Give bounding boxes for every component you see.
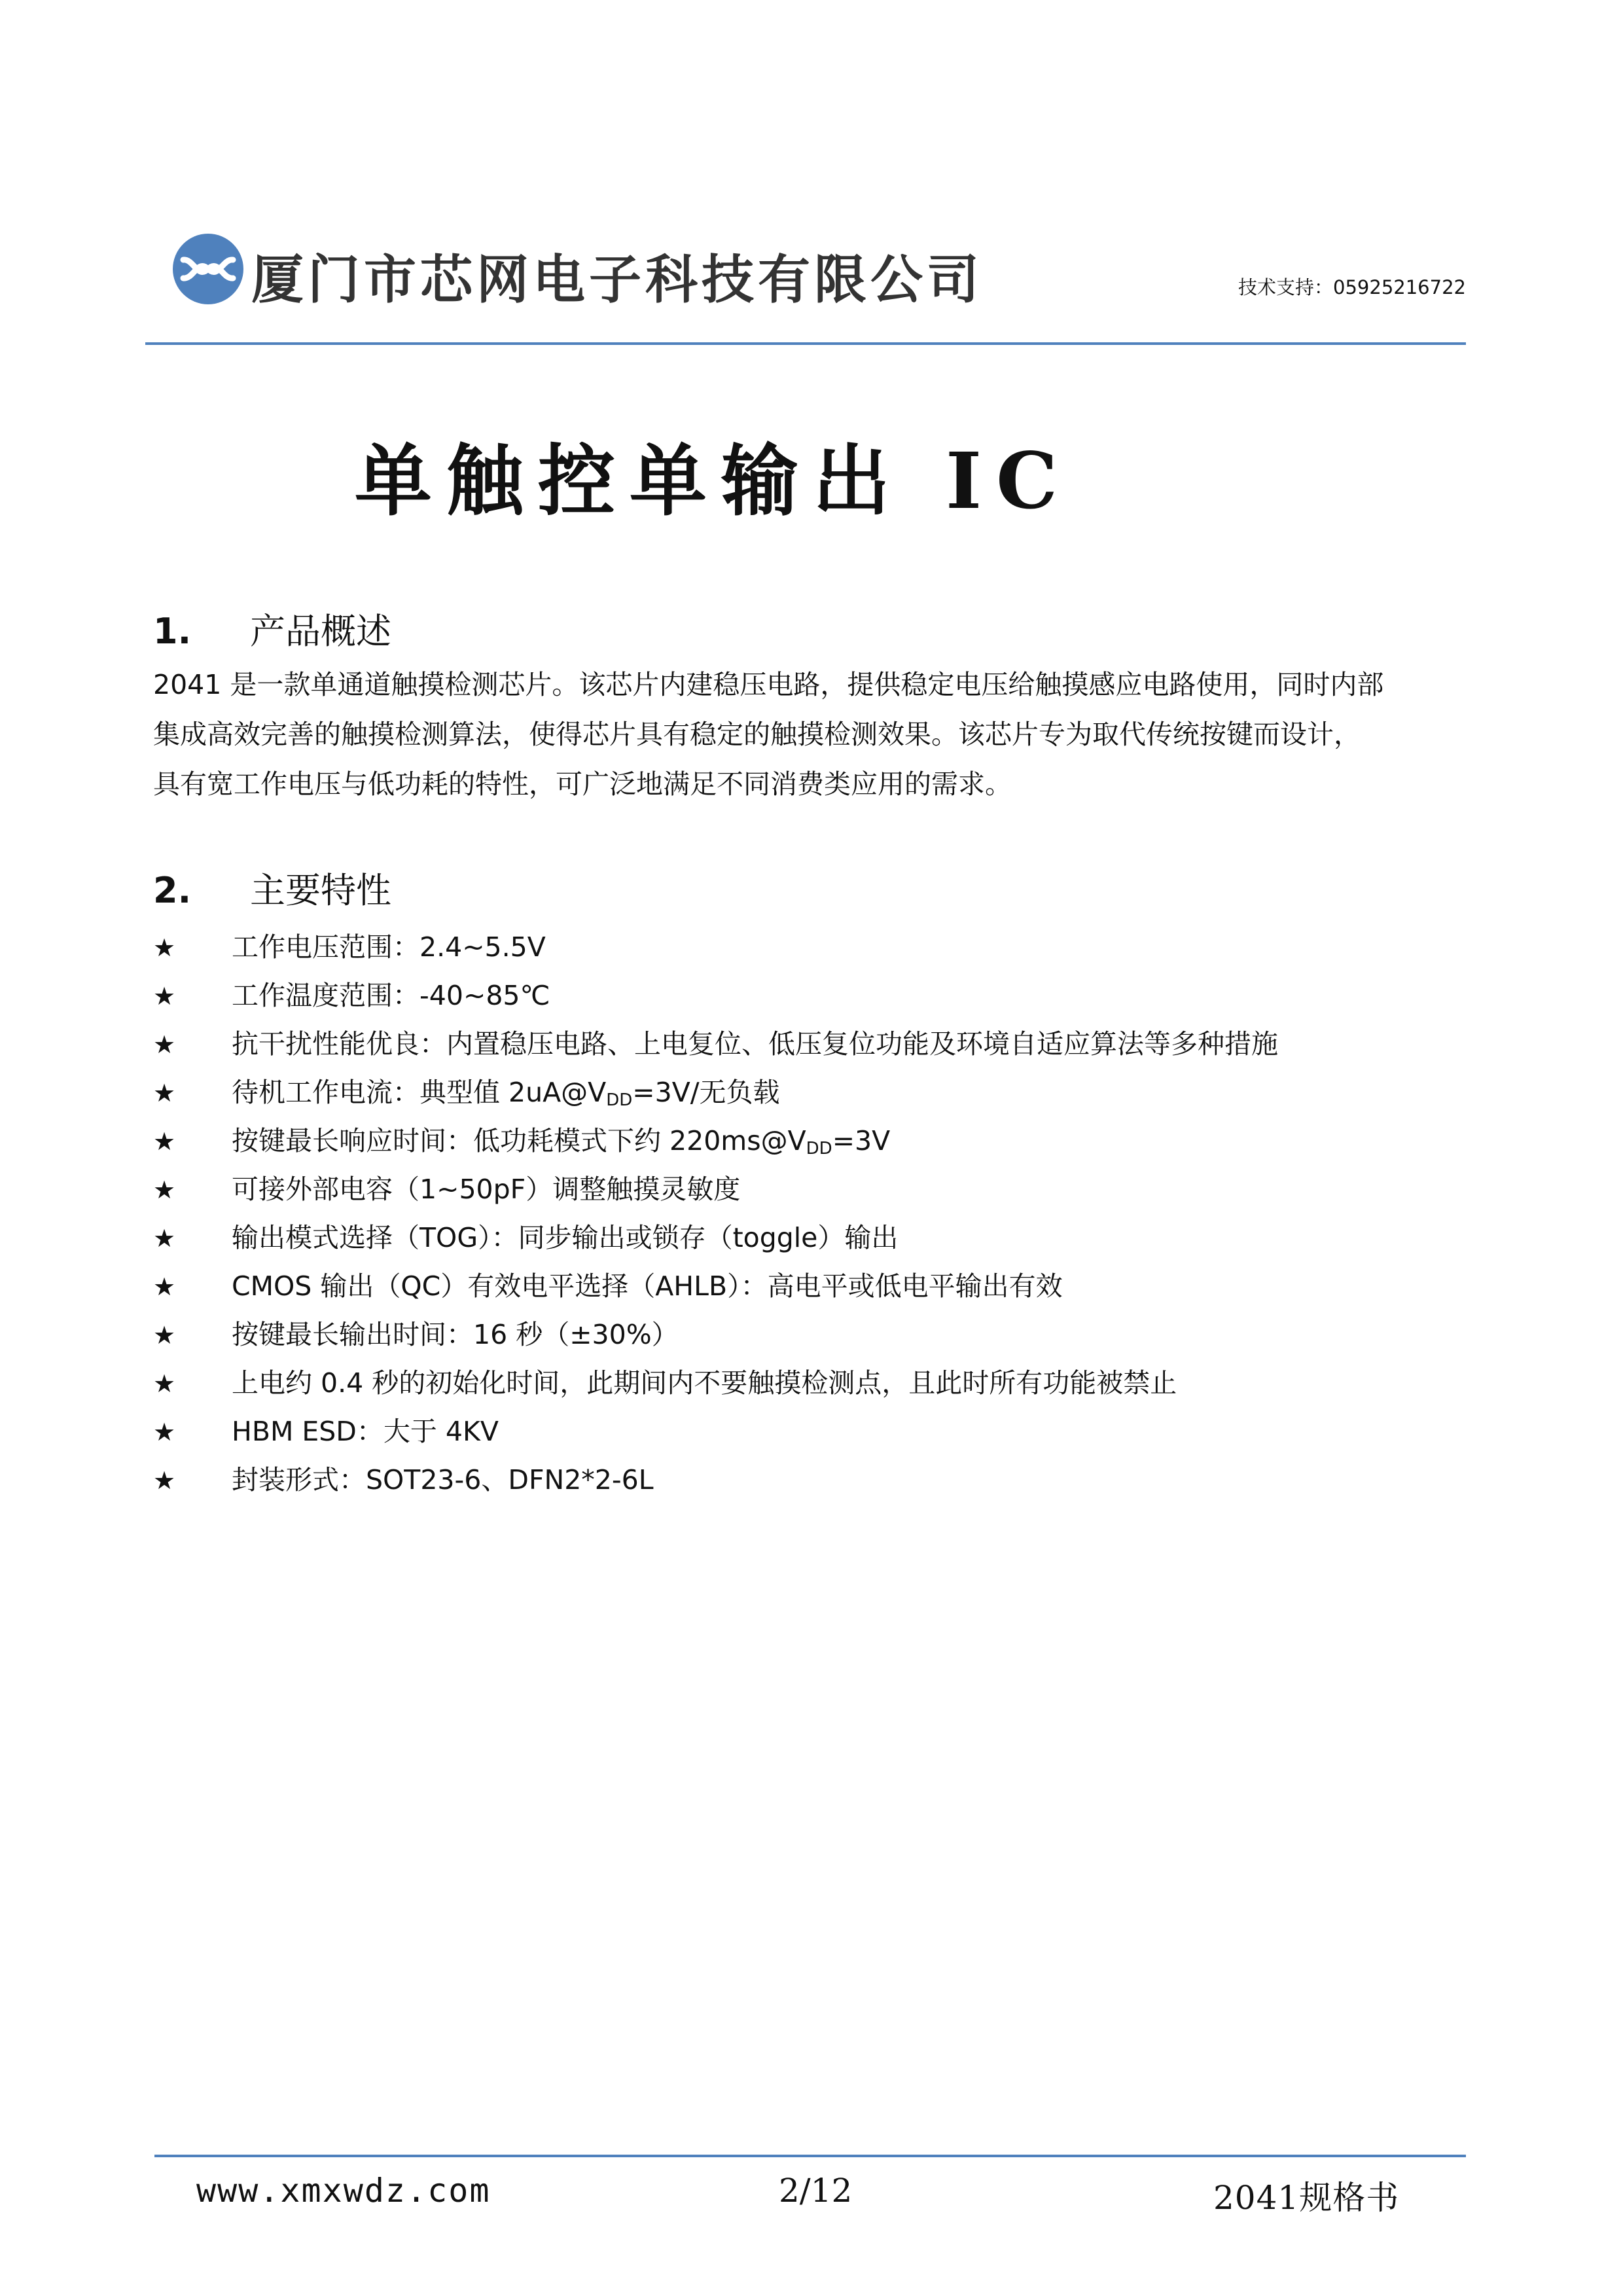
star-bullet-icon: ★ (153, 1272, 176, 1301)
star-bullet-icon: ★ (153, 1079, 176, 1107)
overview-paragraph (153, 660, 1462, 809)
feature-item (153, 1213, 1278, 1262)
footer-divider (154, 2155, 1466, 2157)
feature-item (153, 1310, 1278, 1359)
page-number: 2/12 (779, 2172, 853, 2210)
feature-text: 工作温度范围：-40~85℃ (232, 980, 550, 1011)
page-footer (0, 2172, 1623, 2224)
company-name: 厦门市芯网电子科技有限公司 (251, 249, 983, 310)
document-title: 单触控单输出 IC (354, 435, 1073, 526)
feature-text: 待机工作电流：典型值 2uA@V (232, 1077, 607, 1108)
feature-list (153, 923, 1278, 1504)
feature-item (153, 1456, 1278, 1504)
xw-logo-icon (171, 232, 245, 306)
feature-text: 上电约 0.4 秒的初始化时间，此期间内不要触摸检测点，且此时所有功能被禁止 (232, 1367, 1177, 1399)
page-header (145, 232, 1466, 347)
feature-text: CMOS 输出（QC）有效电平选择（AHLB）：高电平或低电平输出有效 (232, 1270, 1063, 1302)
document-name: 2041规格书 (1213, 2179, 1400, 2217)
feature-text-suffix: =3V (832, 1125, 891, 1157)
section-title: 主要特性 (250, 870, 391, 911)
feature-text: 抗干扰性能优良：内置稳压电路、上电复位、低压复位功能及环境自适应算法等多种措施 (232, 1028, 1278, 1060)
section-heading-features (153, 863, 391, 913)
feature-item (153, 1359, 1278, 1407)
star-bullet-icon: ★ (153, 1127, 176, 1156)
feature-text: 封装形式：SOT23-6、DFN2*2-6L (232, 1464, 654, 1496)
star-bullet-icon: ★ (153, 1175, 176, 1204)
star-bullet-icon: ★ (153, 1369, 176, 1398)
section-number: 2. (153, 870, 192, 911)
feature-item (153, 923, 1278, 971)
feature-text: HBM ESD：大于 4KV (232, 1416, 499, 1447)
star-bullet-icon: ★ (153, 1224, 176, 1253)
feature-item (153, 1020, 1278, 1068)
star-bullet-icon: ★ (153, 1030, 176, 1059)
star-bullet-icon: ★ (153, 1321, 176, 1350)
overview-line: 2041 是一款单通道触摸检测芯片。该芯片内建稳压电路，提供稳定电压给触摸感应电路使用，同时内部 (153, 669, 1384, 700)
feature-subscript: DD (606, 1090, 633, 1110)
feature-item (153, 1262, 1278, 1310)
section-number: 1. (153, 611, 192, 652)
feature-item (153, 971, 1278, 1020)
support-phone: 技术支持：05925216722 (1238, 276, 1466, 298)
feature-text-suffix: =3V/无负载 (632, 1077, 780, 1108)
feature-text: 按键最长输出时间：16 秒（±30%） (232, 1319, 679, 1350)
overview-line: 具有宽工作电压与低功耗的特性，可广泛地满足不同消费类应用的需求。 (153, 768, 1012, 800)
star-bullet-icon: ★ (153, 933, 176, 962)
section-title: 产品概述 (250, 611, 391, 652)
feature-item (153, 1407, 1278, 1456)
star-bullet-icon: ★ (153, 1466, 176, 1495)
section-heading-overview (153, 603, 391, 654)
feature-text: 输出模式选择（TOG）：同步输出或锁存（toggle）输出 (232, 1222, 899, 1253)
feature-text: 按键最长响应时间：低功耗模式下约 220ms@V (232, 1125, 806, 1157)
star-bullet-icon: ★ (153, 982, 176, 1011)
feature-item (153, 1117, 1278, 1165)
overview-line: 集成高效完善的触摸检测算法，使得芯片具有稳定的触摸检测效果。该芯片专为取代传统按键而设计， (153, 719, 1361, 750)
header-divider (145, 342, 1466, 345)
star-bullet-icon: ★ (153, 1418, 176, 1446)
feature-text: 可接外部电容（1~50pF）调整触摸灵敏度 (232, 1174, 741, 1205)
feature-item (153, 1068, 1278, 1117)
feature-subscript: DD (806, 1139, 832, 1158)
feature-text: 工作电压范围：2.4~5.5V (232, 931, 546, 963)
feature-item (153, 1165, 1278, 1213)
website-link[interactable]: www.xmxwdz.com (196, 2172, 491, 2210)
